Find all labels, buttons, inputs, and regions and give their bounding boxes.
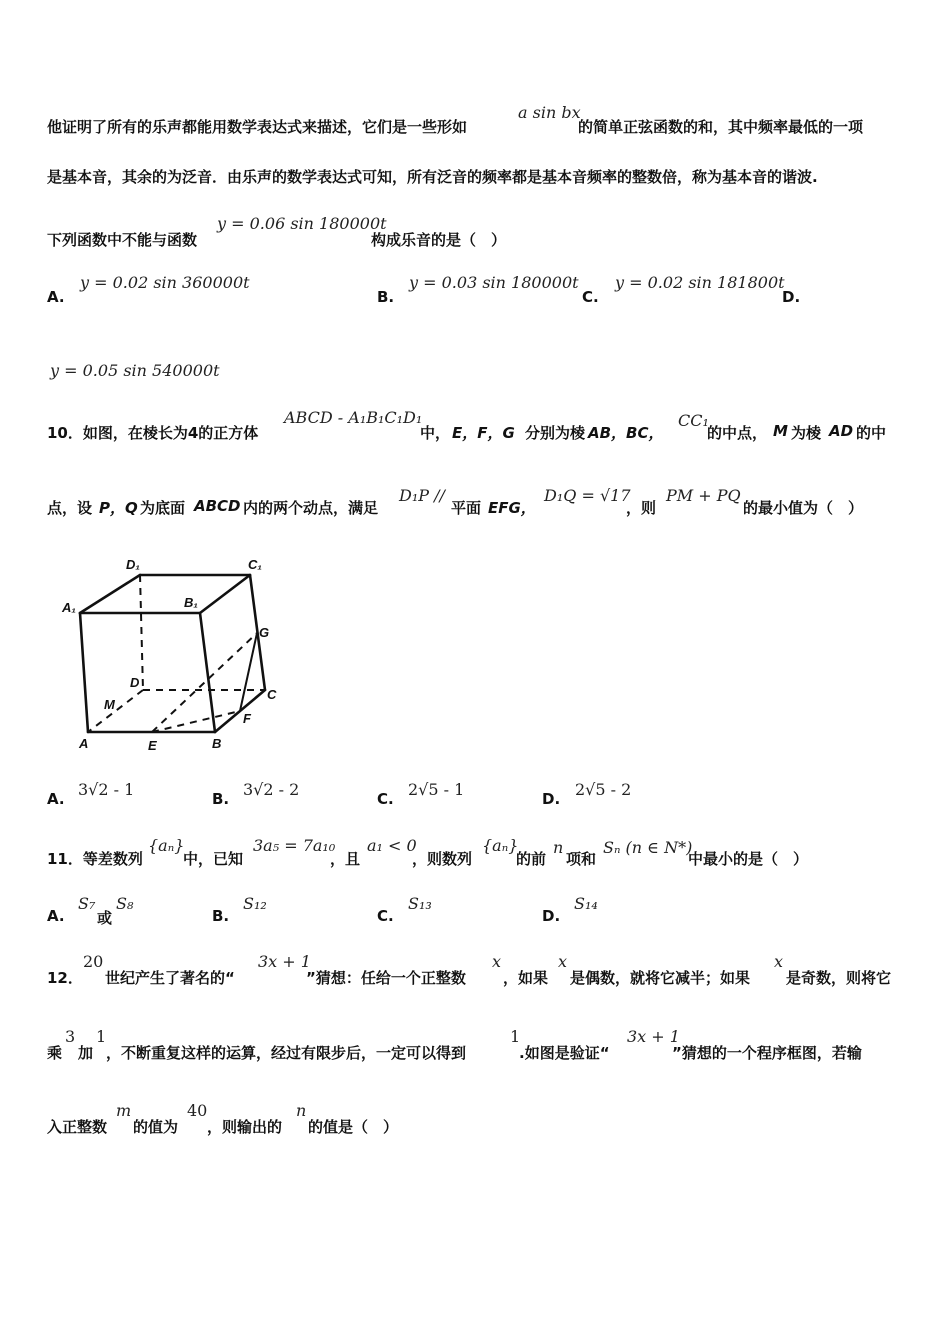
q10-option-a-formula: 3√2 - 1: [78, 780, 135, 799]
q10-cube-formula: ABCD - A₁B₁C₁D₁: [284, 408, 423, 427]
q12-n3: 3: [65, 1027, 76, 1046]
q10-pmpq: PM + PQ: [666, 486, 741, 505]
q12-n40: 40: [187, 1101, 208, 1120]
q10-d1q: D₁Q = √17: [544, 486, 631, 505]
q12-x2: x: [558, 952, 568, 971]
label-f: F: [243, 711, 251, 726]
q12-n20: 20: [83, 952, 104, 971]
q10-text-2e: 内的两个动点，满足: [243, 499, 379, 517]
q11-text-g: 中最小的是（ ）: [688, 850, 809, 868]
edge-b1c1: [200, 575, 250, 613]
q9-option-d-label: D.: [782, 288, 801, 306]
q9-text-line1a: 他证明了所有的乐声都能用数学表达式来描述，它们是一些形如: [47, 118, 468, 136]
q10-text-1d: 分别为棱: [525, 424, 586, 442]
q11-option-d-label: D.: [542, 907, 561, 925]
q11-text-b: 中，已知: [183, 850, 244, 868]
q11-option-c-label: C.: [377, 907, 394, 925]
q11-option-a-formula: S₇: [78, 894, 96, 913]
q10-text-2f: 平面: [451, 499, 482, 517]
q11-n: n: [553, 838, 564, 857]
q11-option-a-label: A.: [47, 907, 65, 925]
label-b1: B₁: [184, 595, 198, 610]
q12-formula-3x1: 3x + 1: [258, 952, 311, 971]
q12-text-3b: 的值为: [133, 1118, 179, 1136]
label-a: A: [79, 736, 89, 751]
q11-option-d-formula: S₁₄: [574, 894, 598, 913]
q12-text-3a: 入正整数: [47, 1118, 108, 1136]
label-m: M: [104, 697, 115, 712]
q12-nn: n: [296, 1101, 307, 1120]
q11-option-a-formula2: S₈: [116, 894, 134, 913]
q9-option-b-formula: y = 0.03 sin 180000t: [409, 273, 579, 292]
q9-text-line3a: 下列函数中不能与函数: [47, 231, 198, 249]
q10-text-2g: EFG，: [488, 499, 536, 517]
q11-option-b-label: B.: [212, 907, 230, 925]
q11-option-a-or: 或: [97, 909, 113, 927]
q12-text-2e: ”猜想的一个程序框图，若输: [672, 1044, 862, 1062]
q12-text-2b: 加: [78, 1044, 94, 1062]
q12-x3: x: [774, 952, 784, 971]
edge-d1d-hidden: [140, 575, 143, 690]
cube-figure: [60, 555, 285, 755]
q11-text-e: 的前: [516, 850, 547, 868]
q10-text-2b: P，Q: [99, 499, 138, 517]
q10-text-1c: E，F，G: [452, 424, 515, 442]
label-d1: D₁: [126, 557, 140, 572]
q11-text-a: 11．等差数列: [47, 850, 143, 868]
q12-text-a: 世纪产生了著名的“: [105, 969, 235, 987]
q11-option-b-formula: S₁₂: [243, 894, 267, 913]
q11-formula2: a₁ < 0: [367, 836, 417, 855]
q11-sn: Sₙ (n ∈ N*): [603, 838, 693, 857]
q12-m: m: [116, 1101, 132, 1120]
q10-text-2i: 的最小值为（ ）: [743, 499, 864, 517]
q12-text-d: 是偶数，就将它减半；如果: [570, 969, 751, 987]
q9-option-a-formula: y = 0.02 sin 360000t: [80, 273, 250, 292]
q11-text-c: ，且: [330, 850, 361, 868]
q12-text-3c: ，则输出的: [207, 1118, 283, 1136]
q11-text-f: 项和: [566, 850, 597, 868]
q12-text-2d: .如图是验证“: [519, 1044, 610, 1062]
q10-option-b-label: B.: [212, 790, 230, 808]
q10-option-d-formula: 2√5 - 2: [575, 780, 632, 799]
q12-n1b: 1: [510, 1027, 521, 1046]
label-d: D: [130, 675, 140, 690]
q9-formula-asinbx: a sin bx: [518, 103, 581, 122]
q10-cc1: CC₁: [678, 411, 709, 430]
q9-text-line1b: 的简单正弦函数的和，其中频率最低的一项: [578, 118, 864, 136]
q10-option-a-label: A.: [47, 790, 65, 808]
q9-text-line3b: 构成乐音的是（ ）: [371, 231, 507, 249]
q11-formula1: 3a₅ = 7a₁₀: [253, 836, 336, 855]
q12-text-b: ”猜想：任给一个正整数: [306, 969, 466, 987]
q10-d1p: D₁P //: [399, 486, 445, 505]
q11-option-c-formula: S₁₃: [408, 894, 432, 913]
q10-text-1a: 10．如图，在棱长为4的正方体: [47, 424, 259, 442]
label-c: C: [267, 687, 277, 702]
q12-text-c: ，如果: [503, 969, 549, 987]
q9-option-c-formula: y = 0.02 sin 181800t: [615, 273, 785, 292]
q10-text-1i: AD: [829, 422, 854, 440]
q12-text-e: 是奇数，则将它: [786, 969, 892, 987]
edge-da-hidden: [88, 690, 143, 732]
q10-text-1b: 中，: [420, 424, 451, 442]
q11-an1: {aₙ}: [148, 836, 185, 855]
label-b: B: [212, 736, 222, 751]
q9-option-d-formula: y = 0.05 sin 540000t: [50, 361, 220, 380]
edge-a1d1: [80, 575, 140, 613]
q11-an2: {aₙ}: [482, 836, 519, 855]
label-e: E: [148, 738, 157, 753]
q10-text-1e: AB，BC，: [588, 424, 664, 442]
q9-option-c-label: C.: [582, 288, 599, 306]
label-c1: C₁: [248, 557, 262, 572]
q12-n1: 1: [96, 1027, 107, 1046]
q10-text-1f: 的中点，: [707, 424, 768, 442]
q12-text-2a: 乘: [47, 1044, 63, 1062]
q10-option-d-label: D.: [542, 790, 561, 808]
q12-text-2c: ，不断重复这样的运算，经过有限步后，一定可以得到: [106, 1044, 467, 1062]
q9-formula-base: y = 0.06 sin 180000t: [217, 214, 387, 233]
q11-text-d: ，则数列: [412, 850, 473, 868]
q10-text-1h: 为棱: [791, 424, 822, 442]
q10-text-1j: 的中: [856, 424, 887, 442]
q10-option-c-formula: 2√5 - 1: [408, 780, 465, 799]
q9-option-b-label: B.: [377, 288, 395, 306]
q10-text-2d: ABCD: [194, 497, 241, 515]
q10-option-c-label: C.: [377, 790, 394, 808]
edge-a1a: [80, 613, 88, 732]
q12-num: 12．: [47, 969, 83, 987]
edge-b1b: [200, 613, 215, 732]
q12-x1: x: [492, 952, 502, 971]
q10-text-2c: 为底面: [140, 499, 186, 517]
q10-option-b-formula: 3√2 - 2: [243, 780, 300, 799]
q12-formula-3x1b: 3x + 1: [627, 1027, 680, 1046]
label-a1: A₁: [62, 600, 76, 615]
q9-option-a-label: A.: [47, 288, 65, 306]
q10-text-2a: 点，设: [47, 499, 93, 517]
q9-text-line2: 是基本音，其余的为泛音．由乐声的数学表达式可知，所有泛音的频率都是基本音频率的整数倍，称为基本音的谐波.: [47, 168, 818, 186]
q10-text-2h: ，则: [626, 499, 657, 517]
label-g: G: [259, 625, 270, 640]
q10-text-1g: M: [773, 422, 788, 440]
q12-text-3d: 的值是（ ）: [308, 1118, 399, 1136]
